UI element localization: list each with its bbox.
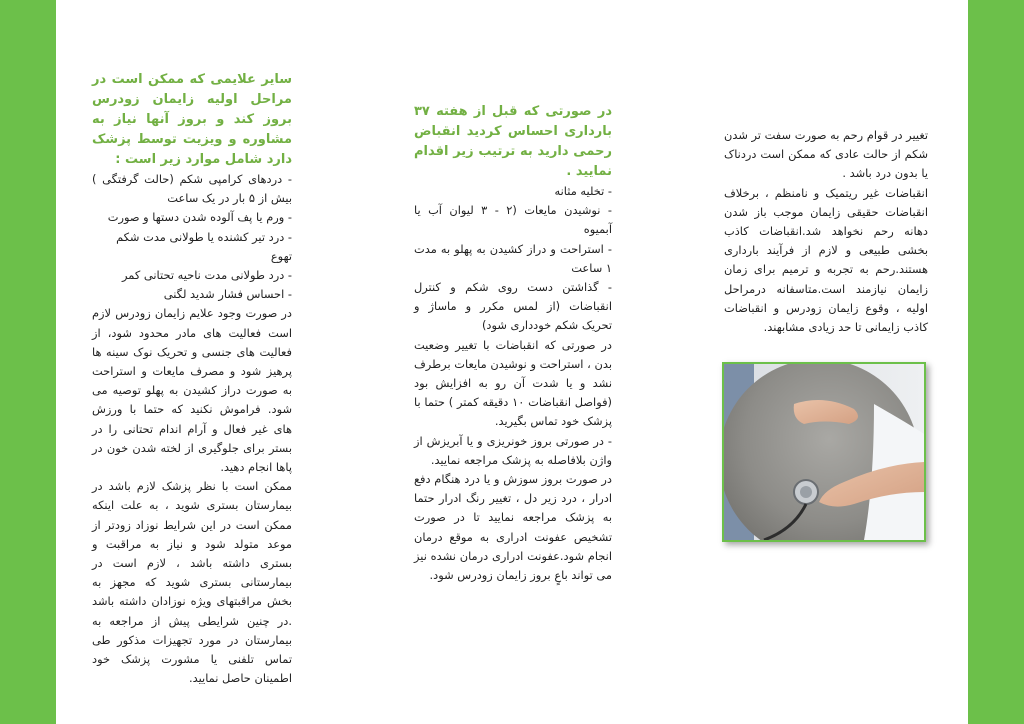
middle-paragraph-bleeding: - در صورتی بروز خونریزی و یا آبریزش از واژن بلافاصله به پزشک مراجعه نمایید. bbox=[414, 433, 612, 467]
left-column-heading: سایر علایمی که ممکن است در مراحل اولیه زایمان زودرس بروز کند و بروز آنها نیاز به مشاوره و ویزیت توسط پزشک دارد شامل موارد زیر است : bbox=[92, 72, 292, 167]
list-item: - گذاشتن دست روی شکم و کنترل انقباضات (از لمس مکرر و ماساژ و تحریک شکم خودداری شود) bbox=[414, 280, 612, 333]
list-item: - درد تیر کشنده یا طولانی مدت شکم bbox=[116, 229, 292, 244]
left-green-border bbox=[0, 0, 56, 724]
left-column bbox=[92, 70, 292, 688]
middle-paragraph-contractions: در صورتی که انقباضات با تغییر وضعیت بدن ، استراحت و نوشیدن مایعات برطرف نشد و یا شدت آن رو به افزایش بود (فواصل انقباضات ۱۰ دقیقه کمتر ) حتما با پزشک خود تماس بگیرید. bbox=[414, 337, 612, 429]
pregnant-belly-stethoscope-photo bbox=[722, 362, 926, 542]
right-column bbox=[724, 126, 928, 337]
right-green-border bbox=[968, 0, 1024, 724]
middle-column bbox=[414, 102, 612, 585]
left-paragraph-hospitalization: ممکن است با نظر پزشک لازم باشد در بیمارستان بستری شوید ، به علت اینکه ممکن است در این شرایط نوزاد زودتر از موعد متولد شود و نیاز به مراقبت و بستری داشته باشد ، لازم است در بیمارستانی بستری شوید که مجهز به بخش مراقبتهای ویژه نوزادان داشته باشد .در چنین شرایطی پیش از مراجعه به بیمارستان در مورد تجهیزات مذکور طی تماس تلفنی یا مشورت پزشک خود اطمینان حاصل نمایید. bbox=[92, 479, 292, 686]
list-item: تهوع bbox=[270, 248, 292, 263]
right-paragraph-false-contractions: انقباضات غیر ریتمیک و نامنظم ، برخلاف انقباضات حقیقی زایمان موجب باز شدن دهانه رحم نخواهد شد.انقباضات کاذب بخشی طبیعی و لازم از فرآیند بارداری هستند.رحم به تجربه و ترمیم برای زمان زایمان نیازمند است.متاسفانه درمراحل اولیه ، وقوع زایمان زودرس و انقباضات کاذب زایمانی تا حد زیادی مشابهند. bbox=[724, 185, 928, 335]
left-paragraph-restrict-activity: در صورت وجود علایم زایمان زودرس لازم است فعالیت های مادر محدود شود، از فعالیت های جنسی و تحریک نوک سینه ها پرهیز شود و مصرف مایعات و استراحت به صورت دراز کشیدن به پهلو توصیه می شود. فراموش نکنید که حتما با ورزش های غیر فعال و آرام اندام تحتانی را در بستر برای جلوگیری از لخته شدن خون در پاها انجام دهید. bbox=[92, 306, 292, 475]
list-item: - استراحت و دراز کشیدن به پهلو به مدت ۱ ساعت bbox=[414, 241, 612, 275]
right-paragraph-uterus-change: تغییر در قوام رحم به صورت سفت تر شدن شکم از حالت عادی که ممکن است دردناک یا بدون درد باشد . bbox=[724, 128, 928, 181]
list-item: - تخلیه مثانه bbox=[554, 184, 612, 198]
list-item: - درد طولانی مدت ناحیه تحتانی کمر bbox=[121, 268, 292, 283]
list-item: - نوشیدن مایعات (۲ - ۳ لیوان آب یا آبمیوه bbox=[414, 203, 613, 237]
list-item: - ورم یا پف آلوده شدن دستها و صورت bbox=[107, 210, 292, 225]
middle-paragraph-urinary-infection: در صورت بروز سوزش و یا درد هنگام دفع ادرار ، درد زیر دل ، تغییر رنگ ادرار حتما به پزشک مراجعه نمایید تا در صورت تشخیص عفونت ادراری به موقع درمان انجام شود.عفونت ادراری درمان نشده نیز می تواند باعٍ بروز زایمان زودرس شود. bbox=[414, 472, 612, 583]
list-item: - دردهای کرامپی شکم (حالت گرفتگی ) بیش از ۵ بار در یک ساعت bbox=[92, 172, 292, 206]
list-item: - احساس فشار شدید لگنی bbox=[163, 287, 292, 302]
middle-column-heading: در صورتی که قبل از هفته ۳۷ بارداری احساس کردید انقباض رحمی دارید به ترتیب زیر اقدام نمایید . bbox=[414, 104, 612, 179]
